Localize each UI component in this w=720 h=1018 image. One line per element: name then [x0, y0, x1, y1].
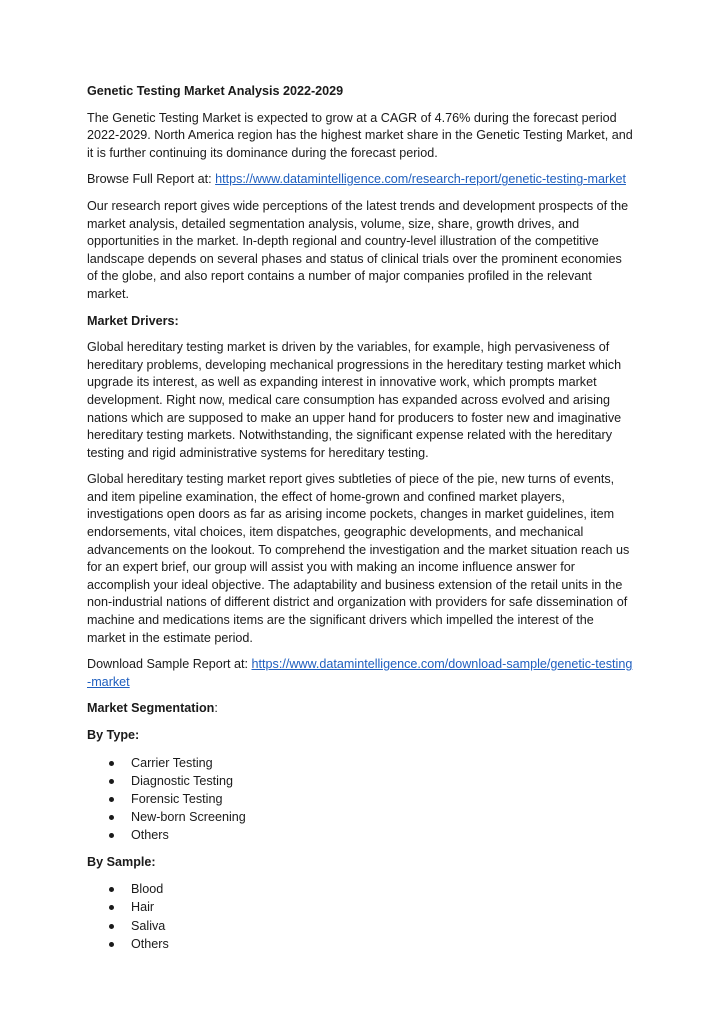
document-title: Genetic Testing Market Analysis 2022-2029 — [87, 84, 344, 98]
browse-report-link[interactable]: https://www.datamintelligence.com/research-report/genetic-testing-market — [215, 172, 626, 187]
market-segmentation-colon: : — [214, 701, 218, 716]
list-item-label: Carrier Testing — [131, 755, 213, 770]
list-item-label: Diagnostic Testing — [131, 773, 233, 788]
list-item — [87, 898, 634, 916]
intro-paragraph: The Genetic Testing Market is expected to grow at a CAGR of 4.76% during the forecast period 2022-2029. North America region has the highest market share in the Genetic Testing Market, and it is further continuing its dominance during the forecast period. — [87, 110, 633, 160]
bullet-icon — [109, 833, 114, 838]
list-item — [87, 826, 634, 844]
bullet-icon — [109, 887, 114, 892]
list-item — [87, 935, 634, 953]
market-segmentation-label: Market Segmentation — [87, 701, 215, 716]
list-item-label: New-born Screening — [131, 810, 246, 825]
list-item — [87, 880, 634, 898]
research-paragraph: Our research report gives wide perceptions of the latest trends and development prospects of the market analysis, detailed segmentation analysis, volume, size, share, growth drives, and opportunities in the market. In-depth regional and country-level illustration of the competitive landscape depends on several phases and status of clinical trials over the prominent economies of the globe, and also report contains a number of major companies profiled in the relevant market. — [87, 198, 629, 301]
list-item — [87, 808, 634, 826]
list-item — [87, 917, 634, 935]
bullet-icon — [109, 924, 114, 929]
list-item — [87, 790, 634, 808]
list-item-label: Forensic Testing — [131, 792, 223, 806]
download-sample-link[interactable]: https://www.datamintelligence.com/download-sample/genetic-testing-market — [87, 657, 633, 689]
bullet-icon — [109, 779, 114, 784]
download-sample-line — [87, 656, 634, 691]
market-drivers-heading: Market Drivers: — [87, 313, 179, 328]
drivers-paragraph-2: Global hereditary testing market report gives subtleties of piece of the pie, new turns of events, and item pipeline examination, the effect of home-grown and confined market players, investigations open doors as far as arising income pockets, changes in market guidelines, item endorsements, vital choices, item dispatches, geographic developments, and mechanical advancements on the lookout. To comprehend the investigation and the market situation reach us for an expert brief, our group will assist you with making an income influence answer for accomplish your ideal objective. The adaptability and business extension of the retail units in the non-industrial nations of different district and organization with providers for safe dissemination of machine and medications items are the significant drivers which impelled the interest of the market in the estimate period. — [87, 472, 630, 645]
by-sample-heading: By Sample: — [87, 854, 156, 869]
download-sample-label: Download Sample Report at: — [87, 657, 252, 672]
drivers-paragraph-1: Global hereditary testing market is driven by the variables, for example, high pervasiveness of hereditary problems, developing mechanical progressions in the hereditary testing market which upgrade its interest, as well as expanding interest in innovative work, which prompts market development. Right now, medical care consumption has expanded across evolved and arising nations which are supposed to make an upper hand for producers to foster new and imaginative hereditary testing markets. Notwithstanding, the significant expense related with the hereditary testing and rigid administrative systems for hereditary testing. — [87, 340, 622, 460]
list-item-label: Others — [131, 936, 169, 951]
market-segmentation-heading — [87, 700, 634, 718]
list-item-label: Hair — [131, 900, 155, 915]
by-type-heading: By Type: — [87, 728, 140, 742]
bullet-icon — [109, 797, 114, 802]
list-item-label: Saliva — [131, 918, 166, 933]
by-type-list — [87, 754, 634, 845]
list-item — [87, 754, 634, 772]
list-item-label: Others — [131, 828, 169, 843]
browse-report-line — [87, 171, 634, 189]
list-item-label: Blood — [131, 882, 164, 897]
bullet-icon — [109, 905, 114, 910]
bullet-icon — [109, 761, 114, 766]
browse-report-label: Browse Full Report at: — [87, 172, 216, 187]
by-sample-list — [87, 880, 634, 953]
bullet-icon — [109, 942, 114, 947]
list-item — [87, 772, 634, 790]
bullet-icon — [109, 815, 114, 820]
